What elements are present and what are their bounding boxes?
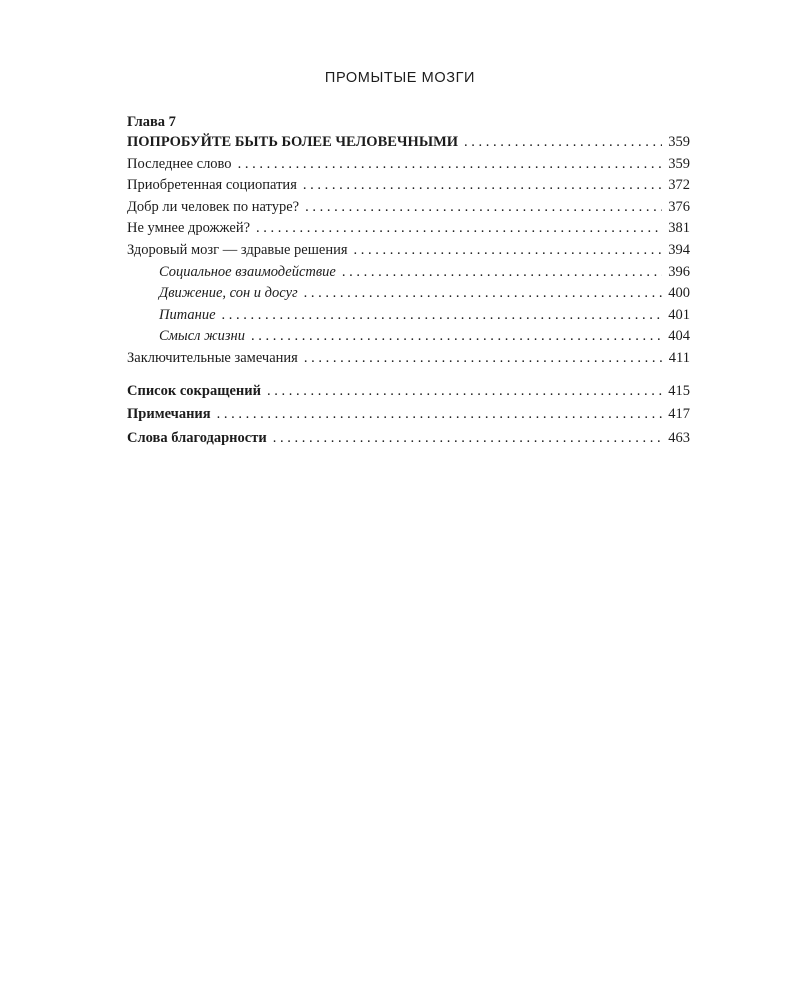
- toc-entry[interactable]: [127, 197, 690, 219]
- toc-entry-title: Заключительные замечания: [127, 349, 298, 366]
- toc-entry[interactable]: [127, 218, 690, 240]
- toc-entry-title: Социальное взаимодействие: [159, 263, 336, 280]
- toc-entry-title: Не умнее дрожжей?: [127, 220, 251, 237]
- running-head: ПРОМЫТЫЕ МОЗГИ: [324, 70, 476, 86]
- chapter-label: Глава 7: [127, 114, 176, 130]
- toc-entry[interactable]: [127, 348, 690, 370]
- toc-entry-page: 404: [668, 328, 690, 345]
- toc-entry-page: 381: [668, 220, 690, 237]
- toc-entry[interactable]: [127, 240, 690, 262]
- dot-leader: [336, 262, 662, 284]
- dot-leader: [216, 305, 663, 327]
- toc-subentry[interactable]: [127, 305, 690, 327]
- dot-leader: [297, 175, 662, 197]
- toc-entry-page: 372: [668, 177, 690, 194]
- table-of-contents: [127, 112, 690, 451]
- toc-entry-page: 411: [668, 349, 690, 366]
- toc-entry-page: 415: [668, 382, 690, 399]
- toc-subentry[interactable]: [127, 326, 690, 348]
- dot-leader: [211, 404, 662, 426]
- dot-leader: [458, 132, 662, 154]
- toc-entry[interactable]: [127, 175, 690, 197]
- toc-entry-title: ПОПРОБУЙТЕ БЫТЬ БОЛЕЕ ЧЕЛОВЕЧНЫМИ: [127, 134, 459, 150]
- toc-entry-title: Смысл жизни: [159, 328, 245, 345]
- toc-entry-page: 394: [668, 241, 690, 258]
- toc-entry-page: 359: [668, 155, 690, 172]
- toc-backmatter-entry[interactable]: [127, 428, 690, 452]
- toc-subentry[interactable]: [127, 262, 690, 284]
- dot-leader: [348, 240, 662, 262]
- toc-subentry[interactable]: [127, 283, 690, 305]
- toc-backmatter-entry[interactable]: [127, 404, 690, 428]
- dot-leader: [299, 197, 662, 219]
- dot-leader: [245, 326, 662, 348]
- toc-entry-title: Примечания: [127, 406, 211, 423]
- toc-entry-title: Список сокращений: [127, 382, 261, 399]
- toc-entry[interactable]: [127, 154, 690, 176]
- toc-entry-page: 400: [668, 285, 690, 302]
- dot-leader: [267, 428, 662, 450]
- section-spacer: [127, 370, 690, 381]
- toc-entry-page: 376: [668, 198, 690, 215]
- dot-leader: [261, 381, 662, 403]
- toc-entry-page: 396: [668, 263, 690, 280]
- toc-entry-page: 463: [668, 429, 690, 446]
- dot-leader: [298, 283, 662, 305]
- toc-entry-title: Добр ли человек по натуре?: [127, 198, 300, 215]
- toc-entry-title: Движение, сон и досуг: [159, 285, 298, 302]
- toc-entry-page: 417: [668, 406, 690, 423]
- dot-leader: [232, 154, 662, 176]
- dot-leader: [250, 218, 662, 240]
- toc-entry-page: 401: [668, 306, 690, 323]
- dot-leader: [298, 348, 662, 370]
- toc-entry-title: Приобретенная социопатия: [127, 177, 297, 194]
- toc-entry-page: 359: [668, 134, 690, 150]
- toc-entry-chapter-title[interactable]: [127, 132, 690, 154]
- toc-backmatter-entry[interactable]: [127, 381, 690, 405]
- toc-entry-title: Слова благодарности: [127, 429, 267, 446]
- toc-entry-title: Питание: [159, 306, 216, 323]
- toc-entry-title: Здоровый мозг — здравые решения: [127, 241, 348, 258]
- backmatter-list: [127, 381, 690, 452]
- toc-entry-title: Последнее слово: [127, 155, 232, 172]
